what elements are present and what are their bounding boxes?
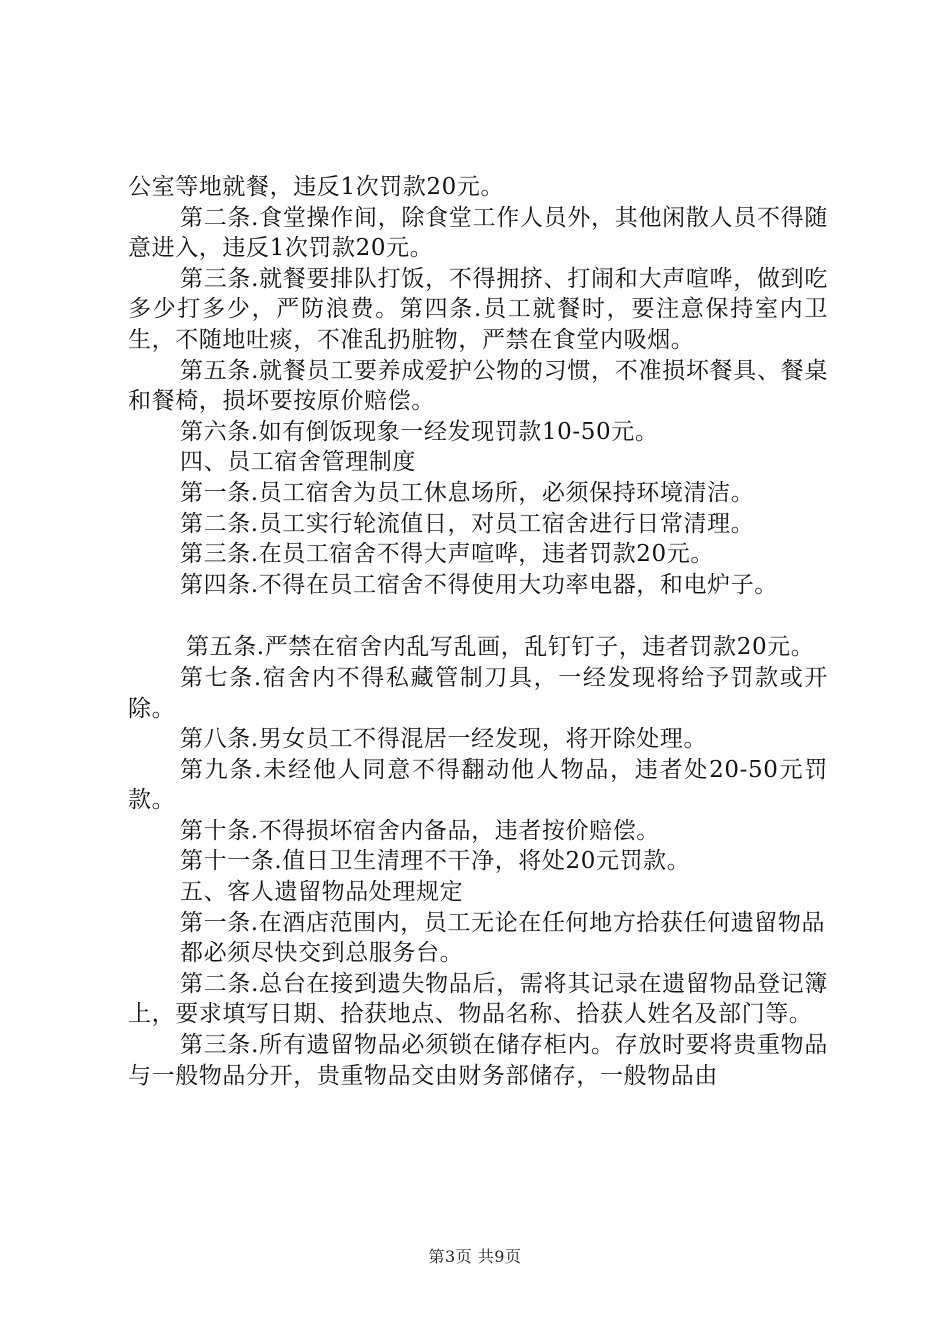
paragraph-dorm-article-7: 第七条.宿舍内不得私藏管制刀具，一经发现将给予罚款或开除。 bbox=[128, 664, 828, 722]
paragraph-dorm-article-10: 第十条.不得损坏宿舍内备品，违者按价赔偿。 bbox=[180, 817, 660, 844]
paragraph-canteen-article-2: 第二条.食堂操作间，除食堂工作人员外，其他闲散人员不得随意进入，违反1次罚款20元。 bbox=[128, 204, 828, 262]
section-heading-lost-items: 五、客人遗留物品处理规定 bbox=[180, 879, 464, 906]
paragraph-gap bbox=[128, 600, 828, 632]
paragraph-lost-article-1-cont: 都必须尽快交到总服务台。 bbox=[180, 940, 464, 967]
paragraph-continuation: 公室等地就餐，违反1次罚款20元。 bbox=[128, 174, 505, 200]
paragraph-dorm-article-9: 第九条.未经他人同意不得翻动他人物品，违者处20-50元罚款。 bbox=[128, 756, 828, 814]
paragraph-lost-article-1: 第一条.在酒店范围内，员工无论在任何地方拾获任何遗留物品 bbox=[180, 909, 826, 936]
paragraph-dorm-article-4: 第四条.不得在员工宿舍不得使用大功率电器，和电炉子。 bbox=[180, 571, 778, 598]
paragraph-dorm-article-2: 第二条.员工实行轮流值日，对员工宿舍进行日常清理。 bbox=[180, 510, 755, 537]
paragraph-lost-article-2: 第二条.总台在接到遗失物品后，需将其记录在遗留物品登记簿上，要求填写日期、拾获地点、物品名称、拾获人姓名及部门等。 bbox=[128, 970, 828, 1028]
section-heading-dormitory: 四、员工宿舍管理制度 bbox=[180, 449, 416, 476]
paragraph-canteen-article-6: 第六条.如有倒饭现象一经发现罚款10-50元。 bbox=[180, 418, 659, 445]
paragraph-canteen-article-3-4: 第三条.就餐要排队打饭，不得拥挤、打闹和大声喧哗，做到吃多少打多少，严防浪费。第四条.员工就餐时，要注意保持室内卫生，不随地吐痰，不准乱扔脏物，严禁在食堂内吸烟。 bbox=[128, 265, 828, 353]
page-footer: 第3页 共9页 bbox=[428, 1247, 522, 1266]
paragraph-dorm-article-11: 第十一条.值日卫生清理不干净，将处20元罚款。 bbox=[180, 848, 691, 875]
paragraph-lost-article-3: 第三条.所有遗留物品必须锁在储存柜内。存放时要将贵重物品与一般物品分开，贵重物品交由财务部储存，一般物品由 bbox=[128, 1032, 828, 1089]
document-body bbox=[128, 172, 828, 1091]
paragraph-dorm-article-3: 第三条.在员工宿舍不得大声喧哗，违者罚款20元。 bbox=[180, 541, 714, 568]
paragraph-dorm-article-8: 第八条.男女员工不得混居一经发现，将开除处理。 bbox=[180, 726, 708, 753]
paragraph-canteen-article-5: 第五条.就餐员工要养成爱护公物的习惯，不准损坏餐具、餐桌和餐椅，损坏要按原价赔偿。 bbox=[128, 357, 828, 415]
paragraph-dorm-article-5: 第五条.严禁在宿舍内乱写乱画，乱钉钉子，违者罚款20元。 bbox=[186, 634, 815, 661]
paragraph-dorm-article-1: 第一条.员工宿舍为员工休息场所，必须保持环境清洁。 bbox=[180, 479, 755, 506]
